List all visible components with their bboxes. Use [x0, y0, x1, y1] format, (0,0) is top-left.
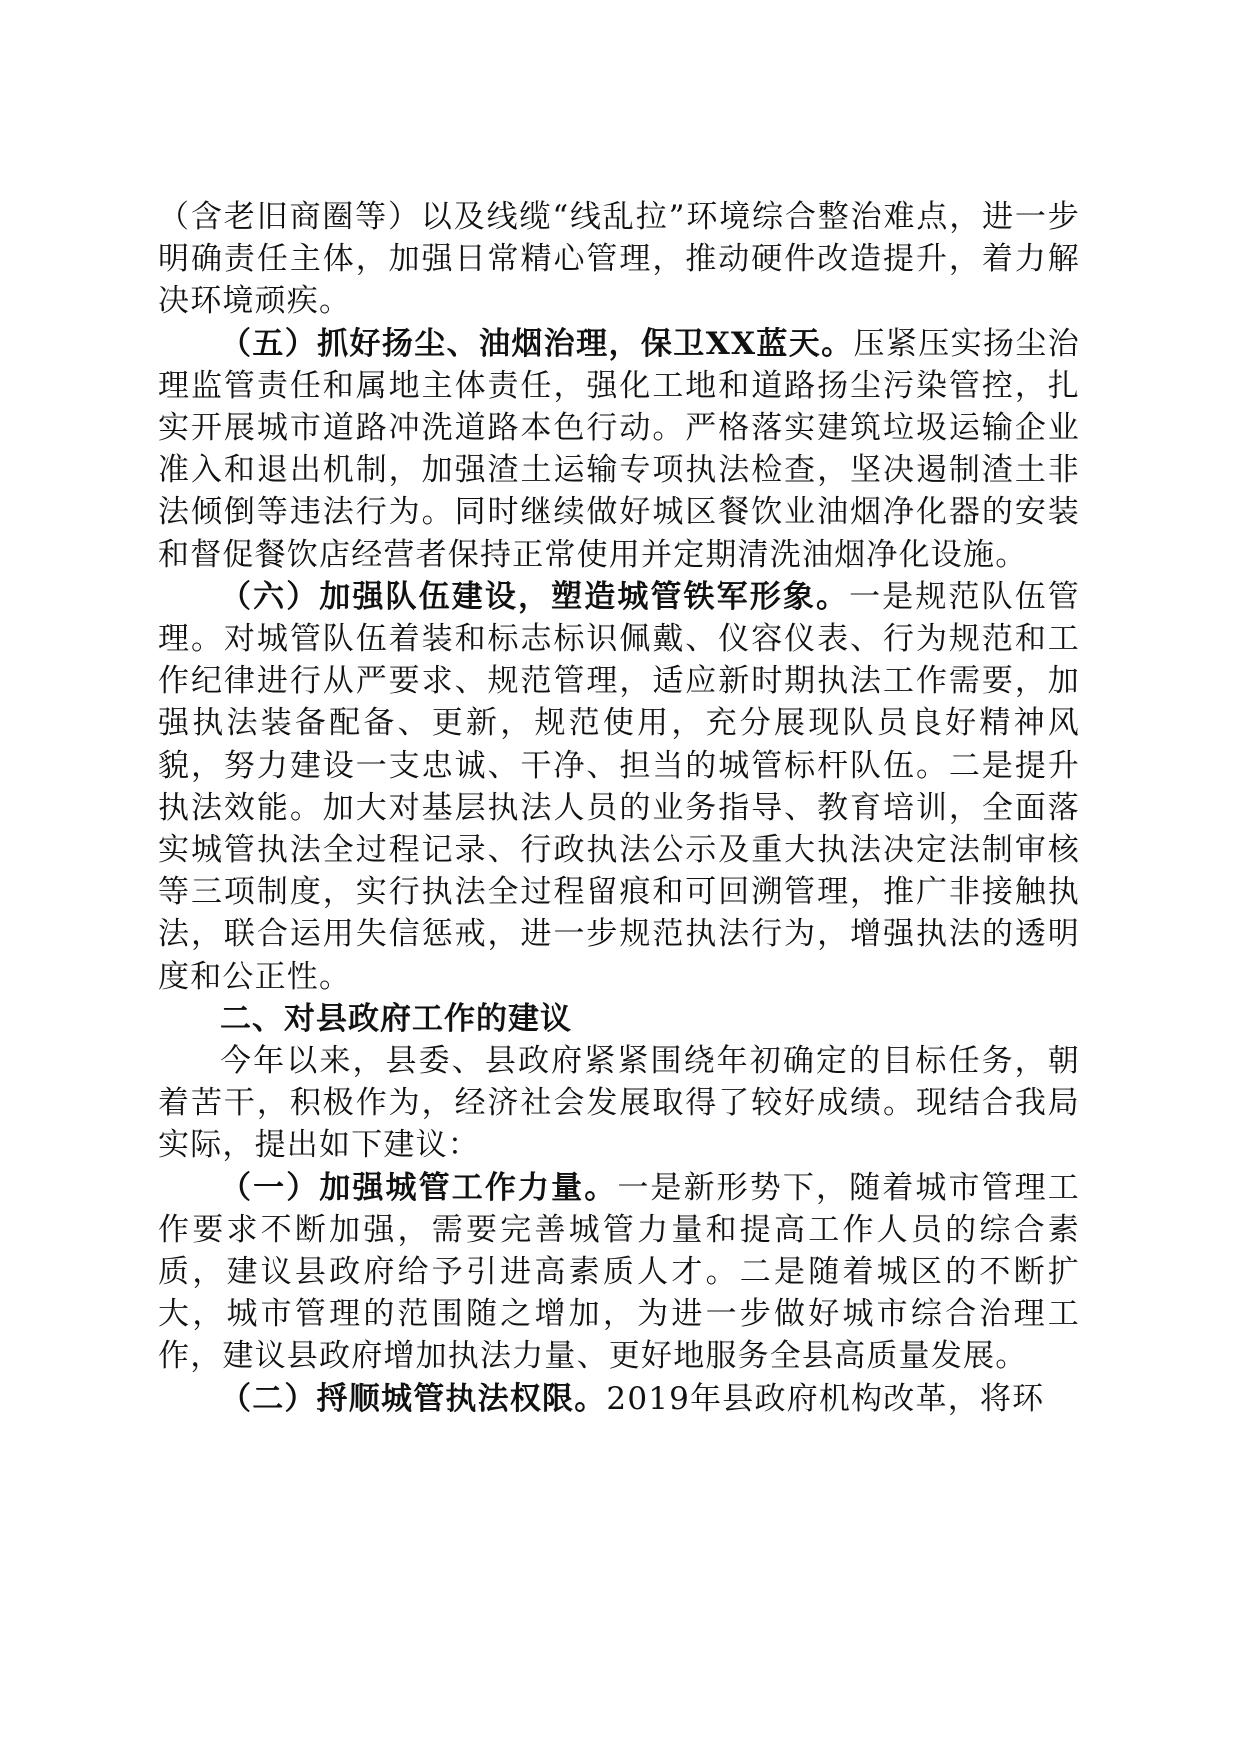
paragraph-intro: 今年以来，县委、县政府紧紧围绕年初确定的目标任务，朝着苦干，积极作为，经济社会发展取得了较好成绩。现结合我局实际，提出如下建议：	[158, 1043, 1080, 1164]
paragraph-lead: （一）加强城管工作力量。	[220, 1169, 618, 1206]
paragraph-lead: （二）捋顺城管执法权限。	[220, 1380, 607, 1417]
paragraph-team-building	[158, 576, 1080, 998]
paragraph-lead: （五）抓好扬尘、油烟治理，保卫XX蓝天。	[220, 325, 854, 362]
paragraph-text: 一是新形势下，随着城市管理工作要求不断加强，需要完善城管力量和提高工作人员的综合素质，建议县政府给予引进高素质人才。二是随着城区的不断扩大，城市管理的范围随之增加，为进一步做好城市综合治理工作，建议县政府增加执法力量、更好地服务全县高质量发展。	[158, 1169, 1080, 1375]
paragraph-text: 2019年县政府机构改革，将环	[606, 1380, 1045, 1417]
paragraph-text: 一是规范队伍管理。对城管队伍着装和标志标识佩戴、仪容仪表、行为规范和工作纪律进行从严要求、规范管理，适应新时期执法工作需要，加强执法装备配备、更新，规范使用，充分展现队员良好精神风貌，努力建设一支忠诚、干净、担当的城管标杆队伍。二是提升执法效能。加大对基层执法人员的业务指导、教育培训，全面落实城管执法全过程记录、行政执法公示及重大执法决定法制审核等三项制度，实行执法全过程留痕和可回溯管理，推广非接触执法，联合运用失信惩戒，进一步规范执法行为，增强执法的透明度和公正性。	[158, 578, 1080, 995]
paragraph-lead: （六）加强队伍建设，塑造城管铁军形象。	[220, 578, 850, 615]
paragraph-dust-smoke	[158, 323, 1080, 576]
section-heading: 二、对县政府工作的建议	[220, 1000, 572, 1037]
document-body	[158, 196, 1080, 1420]
paragraph-strengthen-force	[158, 1167, 1080, 1378]
paragraph-authority	[158, 1378, 1080, 1420]
paragraph-text: 压紧压实扬尘治理监管责任和属地主体责任，强化工地和道路扬尘污染管控，扎实开展城市道路冲洗道路本色行动。严格落实建筑垃圾运输企业准入和退出机制，加强渣土运输专项执法检查，坚决遏制渣土非法倾倒等违法行为。同时继续做好城区餐饮业油烟净化器的安装和督促餐饮店经营者保持正常使用并定期清洗油烟净化设施。	[158, 325, 1080, 573]
paragraph-continuation: （含老旧商圈等）以及线缆“线乱拉”环境综合整治难点，进一步明确责任主体，加强日常精心管理，推动硬件改造提升，着力解决环境顽疾。	[158, 199, 1080, 320]
